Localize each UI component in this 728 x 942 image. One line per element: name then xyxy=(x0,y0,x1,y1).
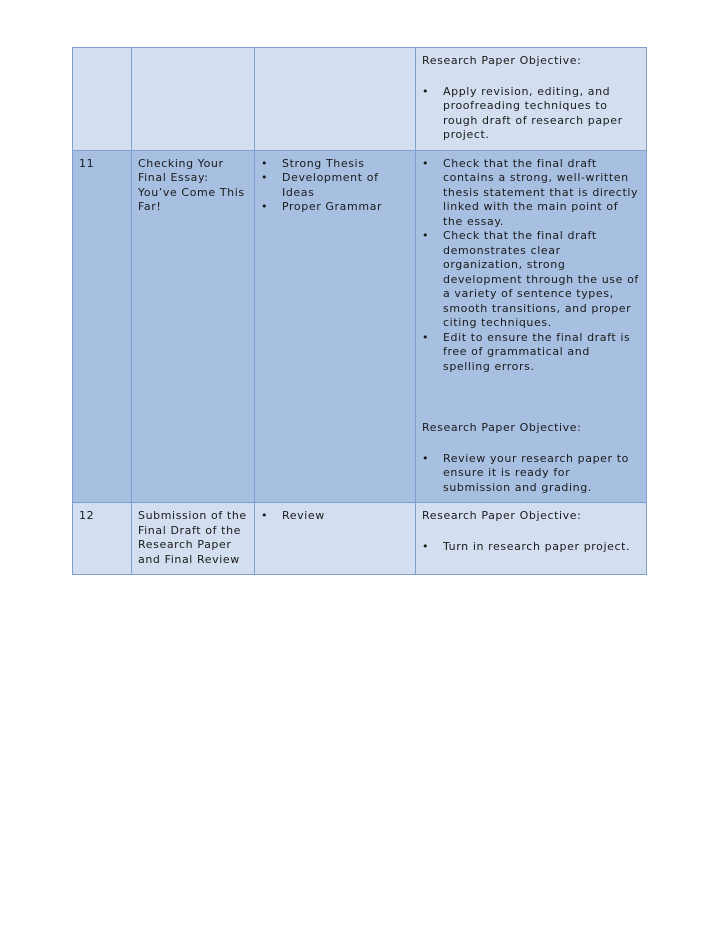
topic-cell: Checking Your Final Essay: You’ve Come This Far! xyxy=(132,150,255,503)
list-item: • Apply revision, editing, and proofreading techniques to rough draft of research paper project. xyxy=(422,85,640,143)
course-schedule-table xyxy=(72,47,647,575)
skills-list xyxy=(261,157,409,215)
objectives-cell xyxy=(416,150,647,503)
list-item: • Review your research paper to ensure it is ready for submission and grading. xyxy=(422,452,640,496)
research-objective-list xyxy=(422,452,640,496)
research-objective-list xyxy=(422,85,640,143)
topic-cell xyxy=(132,48,255,151)
list-item: • Review xyxy=(261,509,409,524)
objectives-cell xyxy=(416,503,647,575)
research-objective-heading: Research Paper Objective: xyxy=(422,509,582,522)
objectives-list xyxy=(422,157,640,375)
list-item: • Development of Ideas xyxy=(261,171,409,200)
list-item: • Turn in research paper project. xyxy=(422,540,640,555)
list-item: • Strong Thesis xyxy=(261,157,409,172)
list-item: • Check that the final draft contains a strong, well-written thesis statement that is directly linked with the main point of the essay. xyxy=(422,157,640,230)
week-cell xyxy=(73,48,132,151)
research-objective-heading: Research Paper Objective: xyxy=(422,54,582,67)
objectives-cell xyxy=(416,48,647,151)
list-item: • Proper Grammar xyxy=(261,200,409,215)
list-item: • Check that the final draft demonstrates clear organization, strong development through the use of a variety of sentence types, smooth transitions, and proper citing techniques. xyxy=(422,229,640,331)
skills-list xyxy=(261,509,409,524)
skills-cell xyxy=(255,503,416,575)
research-objective-list xyxy=(422,540,640,555)
week-cell: 11 xyxy=(73,150,132,503)
research-objective-heading: Research Paper Objective: xyxy=(422,421,582,434)
topic-cell: Submission of the Final Draft of the Research Paper and Final Review xyxy=(132,503,255,575)
skills-cell xyxy=(255,48,416,151)
skills-cell xyxy=(255,150,416,503)
table-row xyxy=(73,503,647,575)
week-cell: 12 xyxy=(73,503,132,575)
table-row xyxy=(73,150,647,503)
table-row xyxy=(73,48,647,151)
list-item: • Edit to ensure the final draft is free of grammatical and spelling errors. xyxy=(422,331,640,375)
